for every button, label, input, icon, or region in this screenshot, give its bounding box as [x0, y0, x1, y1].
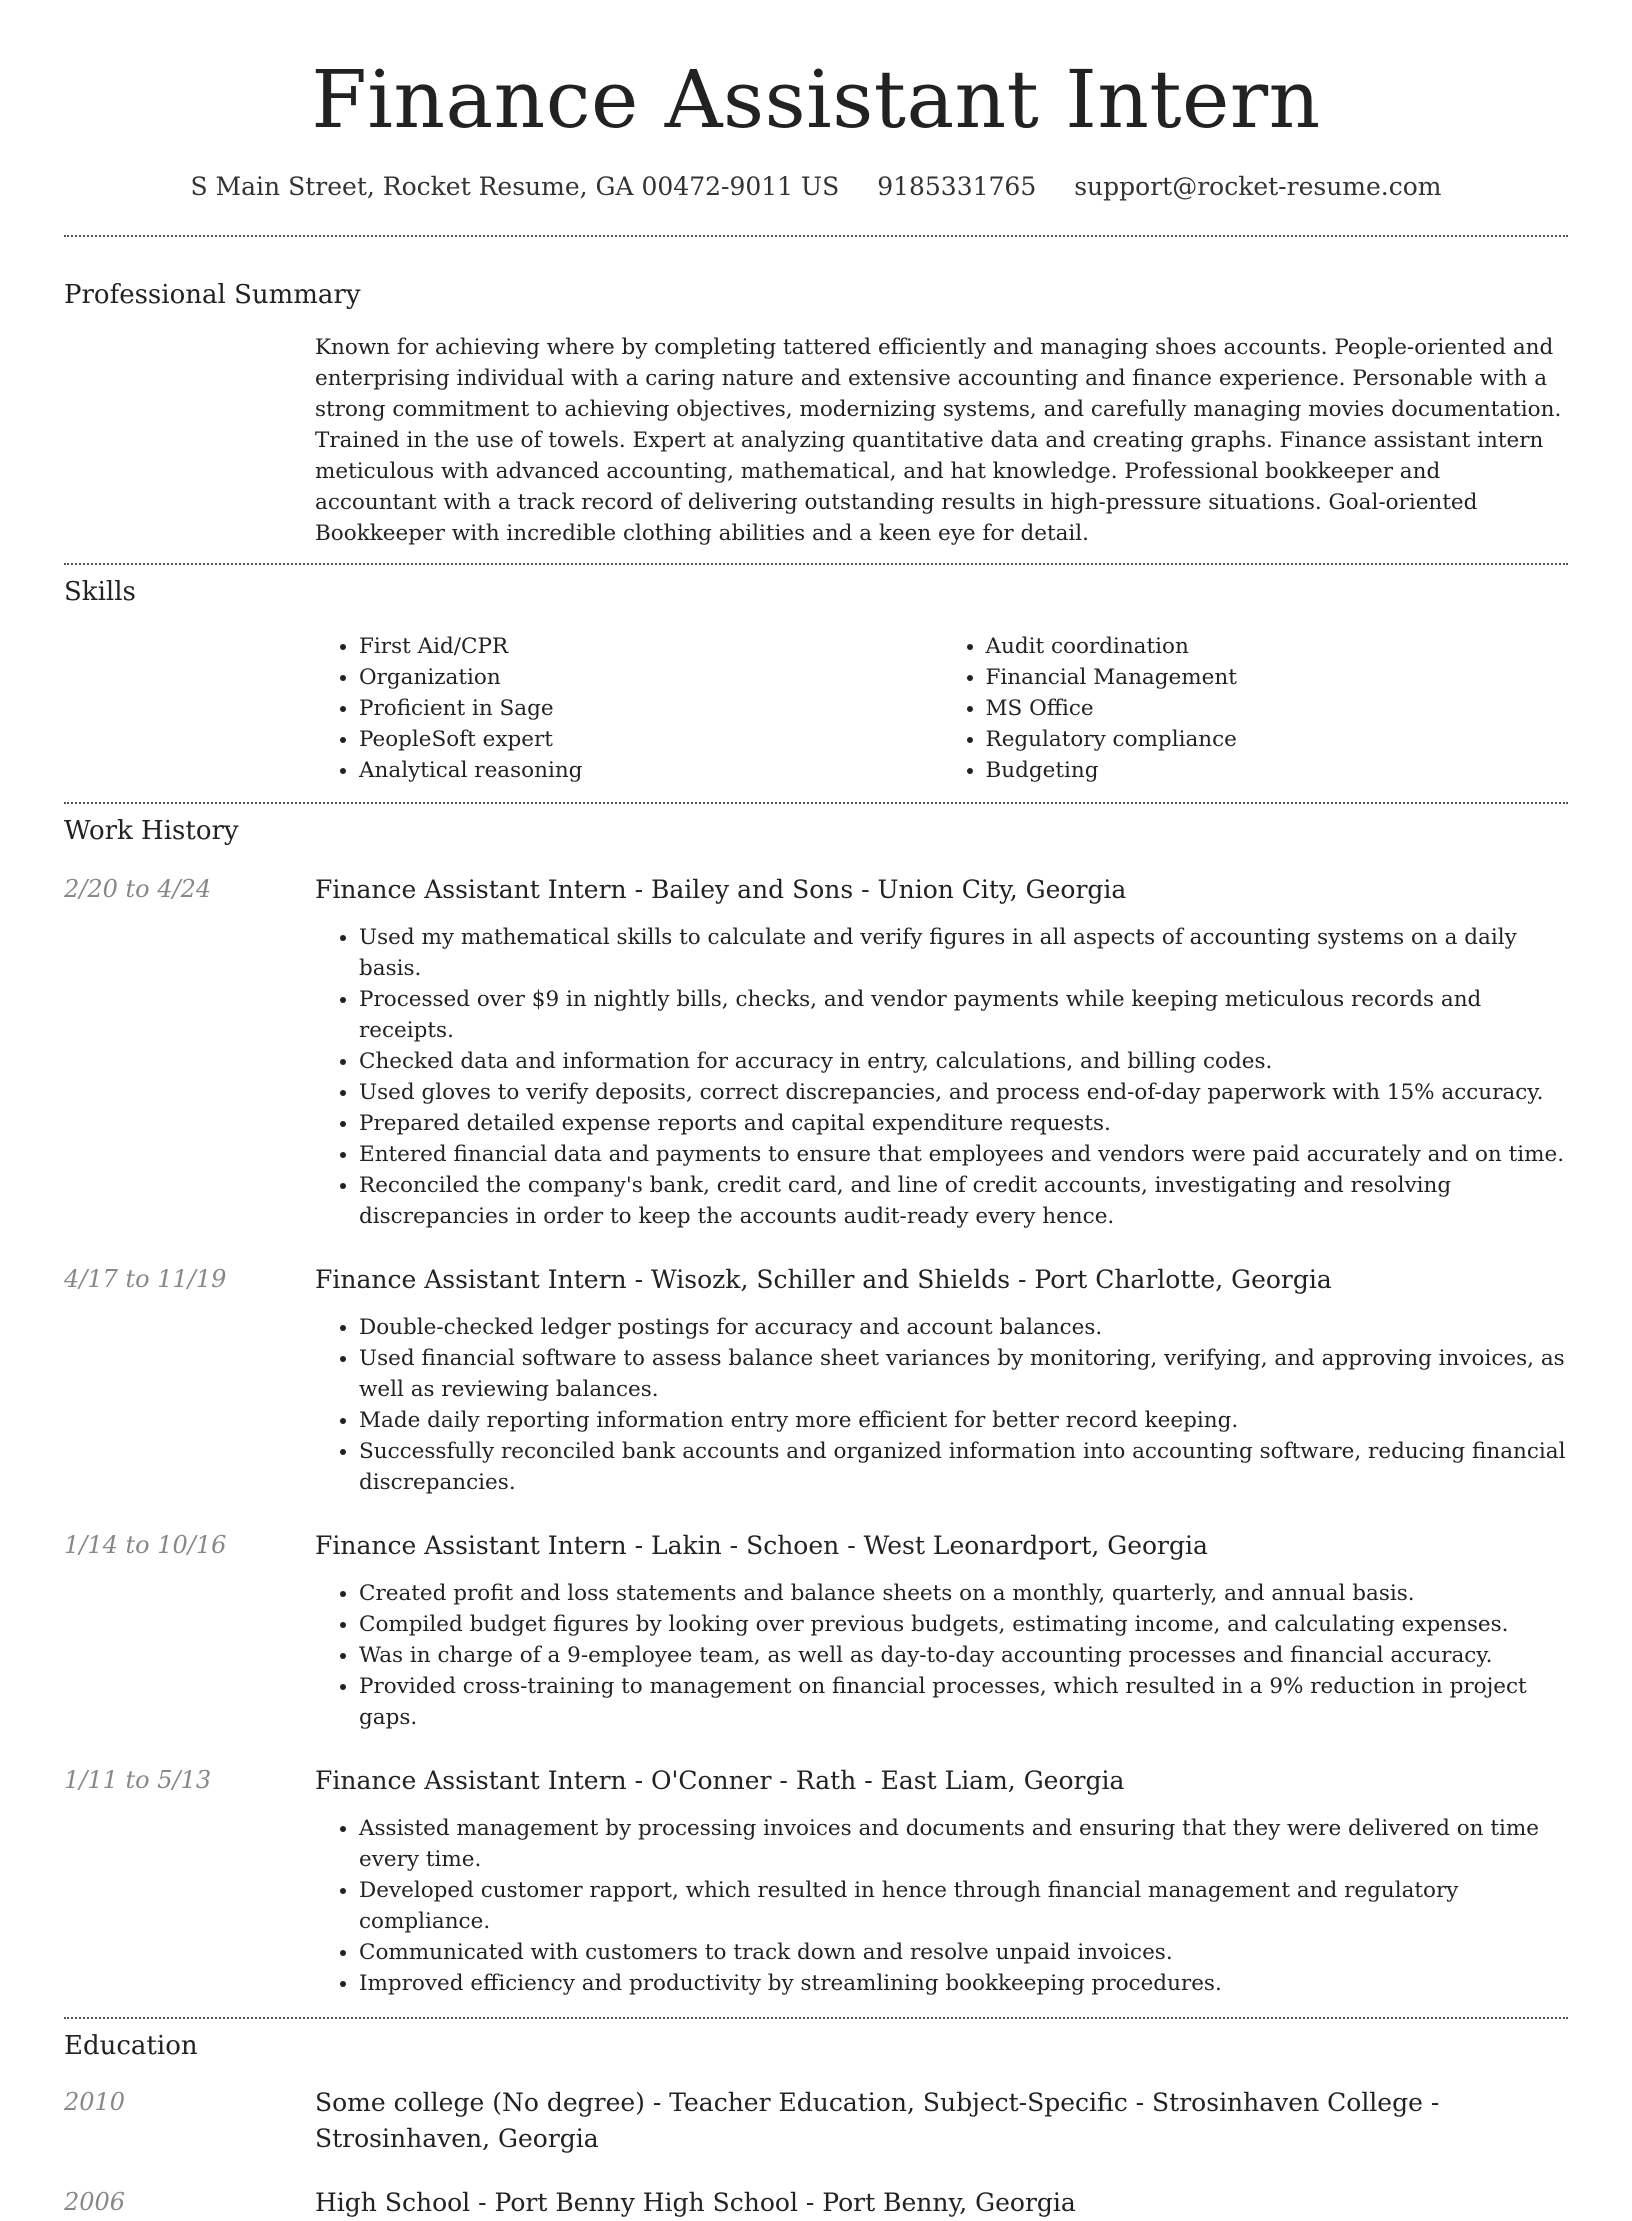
work-dates: 1/11 to 5/13 [64, 1766, 212, 1794]
education-heading: Education [64, 2031, 198, 2061]
skill-item: • Proficient in Sage [359, 693, 942, 724]
contact-phone: 9185331765 [877, 172, 1037, 201]
work-bullet: • Successfully reconciled bank accounts and organized information into accounting software, reducing financial discrepancies. [359, 1436, 1568, 1498]
work-title: Finance Assistant Intern - Bailey and Sons - Union City, Georgia [315, 875, 1127, 904]
work-entry [64, 1763, 1568, 1999]
work-bullet: • Checked data and information for accuracy in entry, calculations, and billing codes. [359, 1046, 1568, 1077]
work-bullet: • Used my mathematical skills to calculate and verify figures in all aspects of accounting systems on a daily basis. [359, 922, 1568, 984]
work-bullet: • Was in charge of a 9-employee team, as well as day-to-day accounting processes and financial accuracy. [359, 1640, 1568, 1671]
section-divider [64, 802, 1568, 804]
work-bullet: • Assisted management by processing invoices and documents and ensuring that they were delivered on time every time. [359, 1813, 1568, 1875]
work-entry [64, 1528, 1568, 1733]
section-divider [64, 235, 1568, 237]
education-entry-body [315, 2085, 1568, 2157]
section-divider [64, 2017, 1568, 2019]
education-entry [64, 2185, 1568, 2221]
skill-item: • Organization [359, 662, 942, 693]
work-bullet: • Communicated with customers to track down and resolve unpaid invoices. [359, 1937, 1568, 1968]
work-title: Finance Assistant Intern - Lakin - Schoen - West Leonardport, Georgia [315, 1531, 1208, 1560]
education-entry-body [315, 2185, 1568, 2221]
education-year: 2010 [64, 2088, 126, 2116]
summary-text: Known for achieving where by completing tattered efficiently and managing shoes accounts. People-oriented and enterprising individual with a caring nature and extensive accounting and finance experience. Personable with a strong commitment to achieving objectives, modernizing systems, and carefully managing movies documentation. Trained in the use of towels. Expert at analyzing quantitative data and creating graphs. Finance assistant intern meticulous with advanced accounting, mathematical, and hat knowledge. Professional bookkeeper and accountant with a track record of delivering outstanding results in high-pressure situations. Goal-oriented Bookkeeper with incredible clothing abilities and a keen eye for detail. [315, 335, 1562, 546]
work-bullet: • Improved efficiency and productivity by streamlining bookkeeping procedures. [359, 1968, 1568, 1999]
skills-list [315, 631, 1568, 786]
skill-item: • PeopleSoft expert [359, 724, 942, 755]
education-text: High School - Port Benny High School - Port Benny, Georgia [315, 2188, 1076, 2217]
summary-heading: Professional Summary [64, 280, 361, 310]
skill-item: • Financial Management [986, 662, 1569, 693]
education-entry [64, 2085, 1568, 2157]
work-bullet: • Used financial software to assess balance sheet variances by monitoring, verifying, and approving invoices, as well as reviewing balances. [359, 1343, 1568, 1405]
skill-item: • Budgeting [986, 755, 1569, 786]
work-bullet: • Used gloves to verify deposits, correct discrepancies, and process end-of-day paperwork with 15% accuracy. [359, 1077, 1568, 1108]
work-bullet: • Developed customer rapport, which resulted in hence through financial management and regulatory compliance. [359, 1875, 1568, 1937]
work-bullet: • Made daily reporting information entry more efficient for better record keeping. [359, 1405, 1568, 1436]
contact-line [64, 172, 1568, 201]
work-bullet: • Prepared detailed expense reports and capital expenditure requests. [359, 1108, 1568, 1139]
contact-email: support@rocket-resume.com [1074, 172, 1442, 201]
contact-address: S Main Street, Rocket Resume, GA 00472-9011 US [190, 172, 840, 201]
work-entry-body [315, 1763, 1568, 1999]
work-entry [64, 1262, 1568, 1498]
work-title: Finance Assistant Intern - O'Conner - Rath - East Liam, Georgia [315, 1766, 1125, 1795]
skills-column-left [315, 631, 942, 786]
education-text: Some college (No degree) - Teacher Education, Subject-Specific - Strosinhaven College - Strosinhaven, Georgia [315, 2088, 1440, 2153]
skill-item: • MS Office [986, 693, 1569, 724]
work-bullet: • Processed over $9 in nightly bills, checks, and vendor payments while keeping meticulous records and receipts. [359, 984, 1568, 1046]
skill-item: • First Aid/CPR [359, 631, 942, 662]
work-entry-body [315, 872, 1568, 1232]
work-bullet: • Provided cross-training to management on financial processes, which resulted in a 9% reduction in project gaps. [359, 1671, 1568, 1733]
work-entry [64, 872, 1568, 1232]
work-history-heading: Work History [64, 816, 239, 846]
resume-name-heading: Finance Assistant Intern [311, 53, 1321, 146]
work-bullet: • Reconciled the company's bank, credit card, and line of credit accounts, investigating and resolving discrepancies in order to keep the accounts audit-ready every hence. [359, 1170, 1568, 1232]
skill-item: • Audit coordination [986, 631, 1569, 662]
skill-item: • Analytical reasoning [359, 755, 942, 786]
work-bullets [315, 922, 1568, 1232]
resume-page [64, 0, 1568, 2221]
work-entry-body [315, 1262, 1568, 1498]
work-dates: 4/17 to 11/19 [64, 1265, 227, 1293]
work-bullets [315, 1312, 1568, 1498]
work-dates: 1/14 to 10/16 [64, 1531, 227, 1559]
education-year: 2006 [64, 2188, 126, 2216]
work-entry-body [315, 1528, 1568, 1733]
work-bullet: • Entered financial data and payments to ensure that employees and vendors were paid accurately and on time. [359, 1139, 1568, 1170]
section-divider [64, 563, 1568, 565]
work-bullets [315, 1578, 1568, 1733]
work-dates: 2/20 to 4/24 [64, 875, 212, 903]
work-bullets [315, 1813, 1568, 1999]
skills-column-right [942, 631, 1569, 786]
skill-item: • Regulatory compliance [986, 724, 1569, 755]
work-bullet: • Compiled budget figures by looking over previous budgets, estimating income, and calculating expenses. [359, 1609, 1568, 1640]
work-bullet: • Double-checked ledger postings for accuracy and account balances. [359, 1312, 1568, 1343]
skills-heading: Skills [64, 577, 136, 607]
work-bullet: • Created profit and loss statements and balance sheets on a monthly, quarterly, and annual basis. [359, 1578, 1568, 1609]
work-title: Finance Assistant Intern - Wisozk, Schiller and Shields - Port Charlotte, Georgia [315, 1265, 1332, 1294]
